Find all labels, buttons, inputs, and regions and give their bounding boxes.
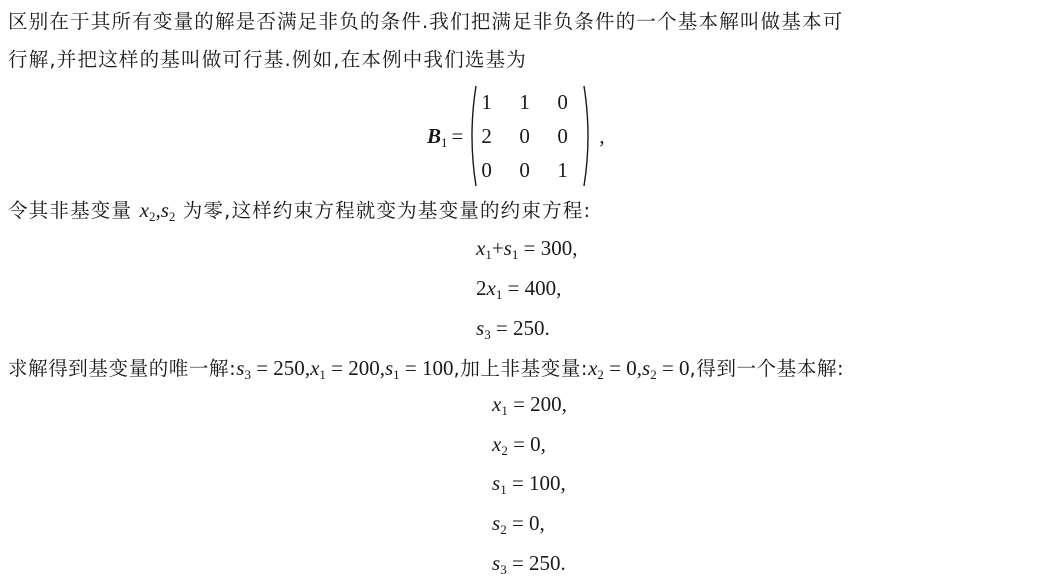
paragraph-line-4: 求解得到基变量的唯一解$:s_3 = 250,x_1 = 200,s_1 = 100$,加上非基变量$:x_2 = 0,s_2 = 0$,得到一个基本解: (8, 356, 845, 382)
matrix-right-paren (583, 85, 593, 187)
matrix-cell: 0 (557, 89, 568, 114)
constraint-equation-1: $x_1+s_1 = 300$, (476, 236, 578, 262)
matrix-equation (427, 84, 605, 188)
matrix-cell: 0 (557, 123, 568, 148)
matrix-cell: 0 (481, 157, 492, 182)
matrix-cell: 0 (519, 123, 530, 148)
matrix-label: $B_1$ (427, 123, 448, 150)
matrix-cell: 1 (557, 157, 568, 182)
solution-line-4: $s_2 = 0$, (492, 511, 545, 537)
matrix-cell: 1 (481, 89, 492, 114)
matrix-left-paren (467, 85, 477, 187)
paragraph-line-1: 区别在于其所有变量的解是否满足非负的条件.我们把满足非负条件的一个基本解叫做基本可 (8, 10, 844, 33)
paragraph-line-3: 令其非基变量 $x_2,s_2$ 为零,这样约束方程就变为基变量的约束方程: (8, 198, 592, 224)
solution-line-3: $s_1 = 100$, (492, 471, 566, 497)
matrix-cell: 1 (519, 89, 530, 114)
constraint-equation-3: $s_3 = 250$. (476, 316, 550, 342)
solution-line-1: $x_1 = 200$, (492, 392, 567, 418)
matrix-equals: = (451, 123, 464, 148)
matrix-cell: 0 (519, 157, 530, 182)
paragraph-line-2: 行解,并把这样的基叫做可行基.例如,在本例中我们选基为 (8, 48, 527, 71)
matrix-cell: 2 (481, 123, 492, 148)
matrix-body (467, 85, 593, 187)
solution-line-2: $x_2 = 0$, (492, 432, 546, 458)
solution-line-5: $s_3 = 250$. (492, 551, 566, 577)
matrix-trailing-comma: , (599, 123, 605, 148)
constraint-equation-2: $2x_1 = 400$, (476, 276, 562, 302)
